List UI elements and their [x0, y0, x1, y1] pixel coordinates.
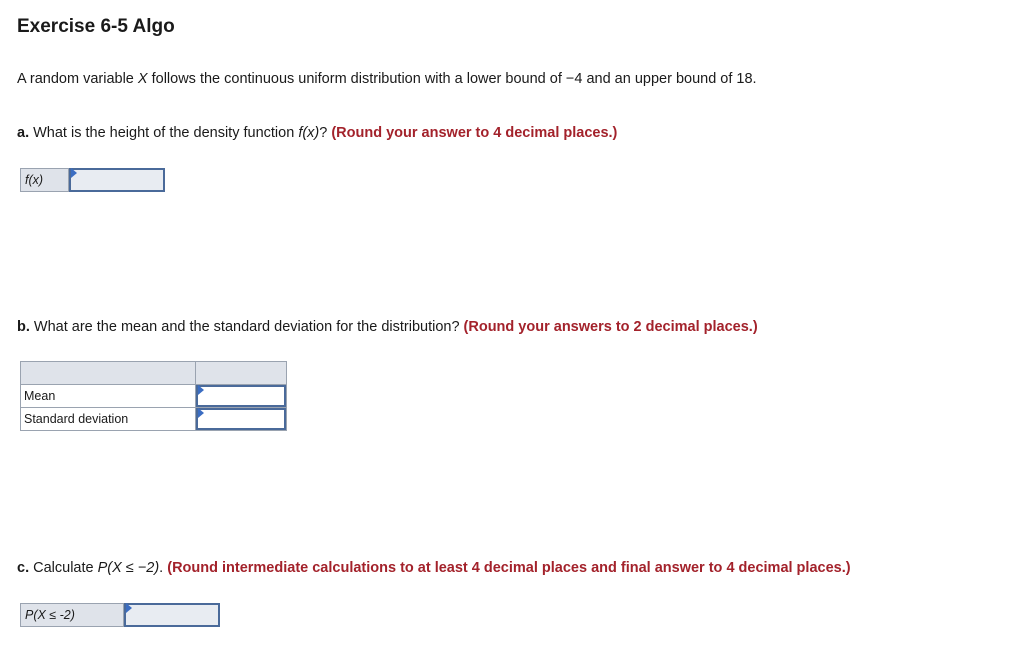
- table-header-blank-2: [196, 362, 287, 385]
- question-a-lead: a.: [17, 125, 30, 141]
- mean-input[interactable]: [196, 385, 286, 407]
- question-a: [17, 125, 617, 141]
- question-c: [17, 560, 851, 576]
- question-a-hint: (Round your answer to 4 decimal places.): [331, 125, 618, 141]
- intro-variable: X: [137, 71, 148, 87]
- question-c-prob: P(X ≤ −2): [97, 560, 160, 576]
- question-c-hint: (Round intermediate calculations to at least 4 decimal places and final answer to 4 decimal places.): [167, 560, 851, 576]
- answer-table-b: [20, 361, 287, 431]
- question-b-text: What are the mean and the standard deviation for the distribution?: [29, 319, 464, 335]
- question-c-lead: c.: [17, 560, 30, 576]
- std-dev-input[interactable]: [196, 408, 286, 430]
- table-row: [21, 385, 287, 408]
- table-header-row: [21, 362, 287, 385]
- fx-input-wrap: [69, 168, 165, 192]
- fx-label: f(x): [20, 168, 69, 192]
- answer-row-a: [20, 168, 165, 192]
- question-a-qmark: ?: [319, 125, 332, 141]
- question-c-text-post: .: [159, 560, 168, 576]
- mean-label: Mean: [21, 385, 196, 408]
- table-row: [21, 408, 287, 431]
- prob-input[interactable]: [124, 603, 220, 627]
- question-a-text: What is the height of the density function: [29, 125, 299, 141]
- question-b-lead: b.: [17, 319, 30, 335]
- intro-pre: A random variable: [17, 71, 138, 87]
- question-c-text-pre: Calculate: [29, 560, 98, 576]
- question-b: [17, 319, 758, 335]
- problem-intro: [17, 71, 757, 87]
- mean-cell: [196, 385, 287, 408]
- std-dev-label: Standard deviation: [21, 408, 196, 431]
- fx-input[interactable]: [69, 168, 165, 192]
- intro-post: follows the continuous uniform distribution with a lower bound of −4 and an upper bound of 18.: [147, 71, 757, 87]
- question-b-hint: (Round your answers to 2 decimal places.): [463, 319, 758, 335]
- prob-label: P(X ≤ -2): [20, 603, 124, 627]
- exercise-title: Exercise 6-5 Algo: [17, 16, 175, 37]
- std-dev-cell: [196, 408, 287, 431]
- answer-row-c: [20, 603, 220, 627]
- question-a-func: f(x): [298, 125, 320, 141]
- table-header-blank: [21, 362, 196, 385]
- prob-input-wrap: [124, 603, 220, 627]
